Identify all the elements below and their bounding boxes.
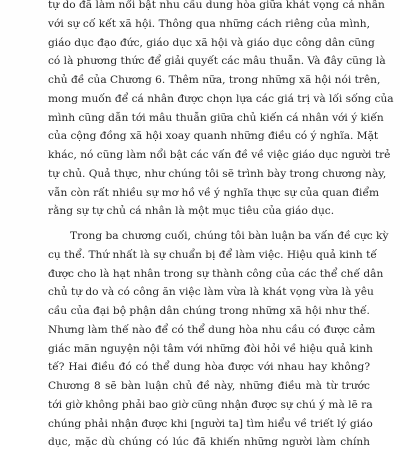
text-line: rằng sự tự chủ cá nhân là một mục tiêu của giáo dục. — [48, 205, 335, 218]
text-line: cầu của đại bộ phận dân chúng trong những xã hội như thế. — [48, 305, 370, 317]
text-line: cụ thể. Thứ nhất là sự chuẩn bị để làm việc. Hiệu quả kinh tế — [48, 248, 377, 261]
text-line: tự do đã làm nổi bật nhu cầu dung hòa giữa khát vọng cá nhân — [48, 0, 385, 11]
text-line: chúng phải nhận được khi [người ta] tìm hiểu về triết lý giáo — [48, 417, 373, 430]
text-line: với sự cố kết xã hội. Thông qua những cách riêng của mình, — [48, 17, 370, 30]
paragraph-1 — [48, 0, 394, 221]
text-line: mình cũng dẫn tới mâu thuẫn giữa chủ kiến cá nhân với ý kiến — [48, 111, 384, 124]
text-line: có là phương thức để giải quyết các mâu thuẫn. Và đây cũng là — [48, 55, 386, 68]
text-line: được cho là hạt nhân trong sự thành công của các thể chế dân — [48, 267, 384, 280]
text-line: tới giờ không phải bao giờ cũng nhận được sự chú ý mà lẽ ra — [48, 398, 373, 411]
text-line: dục, mặc dù chúng có lúc đã khiến những người làm chính — [48, 436, 370, 449]
text-line: Chương 8 sẽ bàn luận chủ đề này, những điều mà từ trước — [48, 380, 370, 392]
text-line: tế? Hai điều đó có thể dung hòa được với nhau hay không? — [48, 361, 370, 374]
text-line: của cộng đồng xã hội xoay quanh những điều có ý nghĩa. Mặt — [48, 130, 379, 143]
text-line: tự chủ. Quả thực, như chúng tôi sẽ trình bày trong chương này, — [48, 167, 387, 180]
text-line: chủ tự do và có công ăn việc làm vừa là khát vọng vừa là yêu — [48, 286, 374, 299]
text-line: khác, nó cũng làm nổi bật các vấn đề về việc giáo dục người trẻ — [48, 149, 391, 161]
text-line: vẫn còn rất nhiều sự mơ hồ về ý nghĩa thực sự của quan điểm — [48, 186, 380, 199]
text-line: giáo dục đạo đức, giáo dục xã hội và giáo dục công dân cũng — [48, 36, 375, 49]
text-line: mong muốn để cá nhân được chọn lựa các giá trị và lối sống của — [48, 92, 394, 105]
text-line: Trong ba chương cuối, chúng tôi bàn luận ba vấn đề cực kỳ — [70, 230, 389, 242]
paragraph-2 — [48, 227, 389, 452]
body-text — [48, 0, 394, 452]
text-line: giác mãn nguyện nội tâm với những đòi hỏi về hiệu quả kinh — [48, 342, 373, 355]
text-line: chủ đề của Chương 6. Thêm nữa, trong những xã hội nói trên, — [48, 74, 381, 86]
text-line: Nhưng làm thế nào để có thể dung hòa nhu cầu có được cảm — [48, 323, 376, 336]
